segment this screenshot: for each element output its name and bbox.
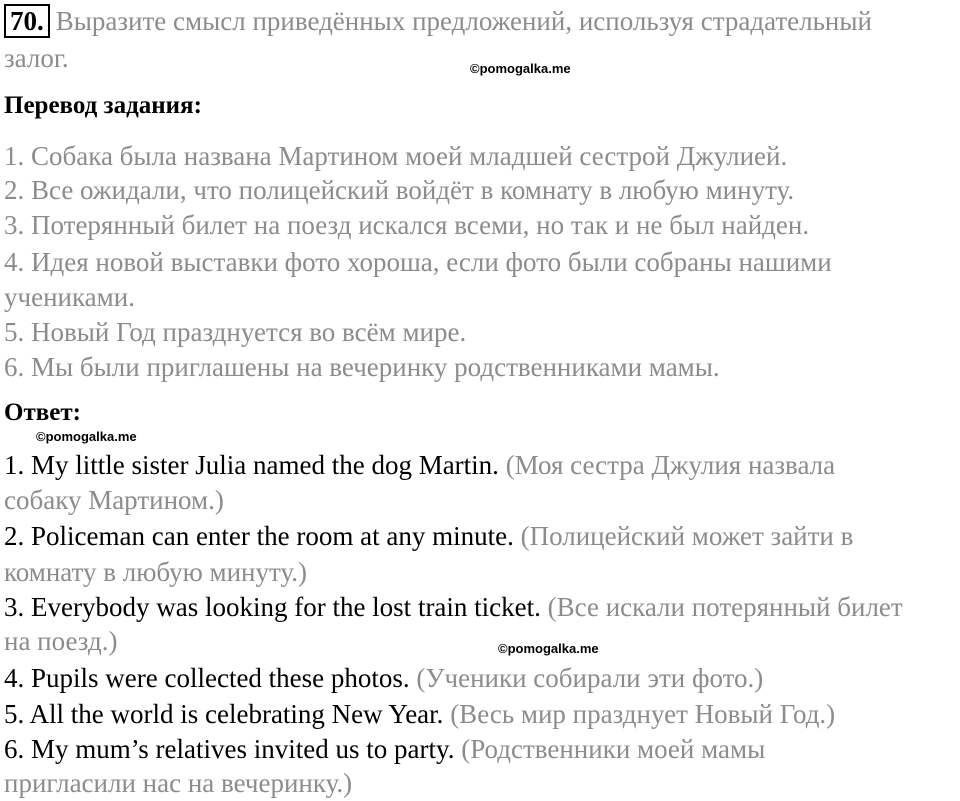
task-line-1 [4, 4, 872, 38]
answer-heading: Ответ: [4, 399, 81, 426]
answer-russian-cont: пригласили нас на вечеринку.) [4, 768, 353, 798]
answer-russian: (Ученики собирали эти фото.) [409, 663, 764, 693]
translation-line: 4. Идея новой выставки фото хороша, если фото были собраны нашими [4, 247, 832, 277]
task-line-2: залог. [4, 43, 69, 73]
answer-english: 5. All the world is celebrating New Year. [4, 699, 444, 729]
watermark: ©pomogalka.me [498, 641, 599, 656]
answer-english: 1. My little sister Julia named the dog Martin. [4, 450, 499, 480]
answer-item [4, 661, 763, 695]
answer-item [4, 590, 903, 624]
answer-item [4, 448, 835, 482]
translation-line: 6. Мы были приглашены на вечеринку родственниками мамы. [4, 352, 720, 382]
answer-russian: (Родственники моей мамы [454, 734, 766, 764]
task-number: 70. [4, 4, 50, 38]
translation-line: учениками. [4, 282, 135, 312]
answer-english: 2. Policeman can enter the room at any minute. [4, 521, 514, 551]
answer-russian: (Все искали потерянный билет [540, 592, 903, 622]
answer-russian: (Весь мир празднует Новый Год.) [443, 699, 836, 729]
answer-russian: (Полицейский может зайти в [513, 521, 854, 551]
answer-russian-cont: собаку Мартином.) [4, 485, 224, 515]
task-text-1: Выразите смысл приведённых предложений, используя страдательный [55, 6, 872, 36]
translation-heading: Перевод задания: [4, 92, 202, 119]
translation-line: 5. Новый Год празднуется во всём мире. [4, 317, 467, 347]
answer-russian-cont: комнату в любую минуту.) [4, 557, 307, 587]
answer-item [4, 732, 765, 766]
watermark: ©pomogalka.me [36, 429, 137, 444]
answer-item [4, 697, 835, 731]
answer-english: 4. Pupils were collected these photos. [4, 663, 410, 693]
answer-russian: (Моя сестра Джулия назвала [498, 450, 836, 480]
watermark: ©pomogalka.me [470, 61, 571, 76]
answer-english: 6. My mum’s relatives invited us to party. [4, 734, 455, 764]
answer-item [4, 519, 853, 553]
translation-line: 1. Собака была названа Мартином моей младшей сестрой Джулией. [4, 141, 788, 171]
translation-line: 3. Потерянный билет на поезд искался всеми, но так и не был найден. [4, 210, 810, 240]
answer-russian-cont: на поезд.) [4, 626, 118, 656]
answer-english: 3. Everybody was looking for the lost train ticket. [4, 592, 541, 622]
translation-line: 2. Все ожидали, что полицейский войдёт в комнату в любую минуту. [4, 175, 795, 205]
